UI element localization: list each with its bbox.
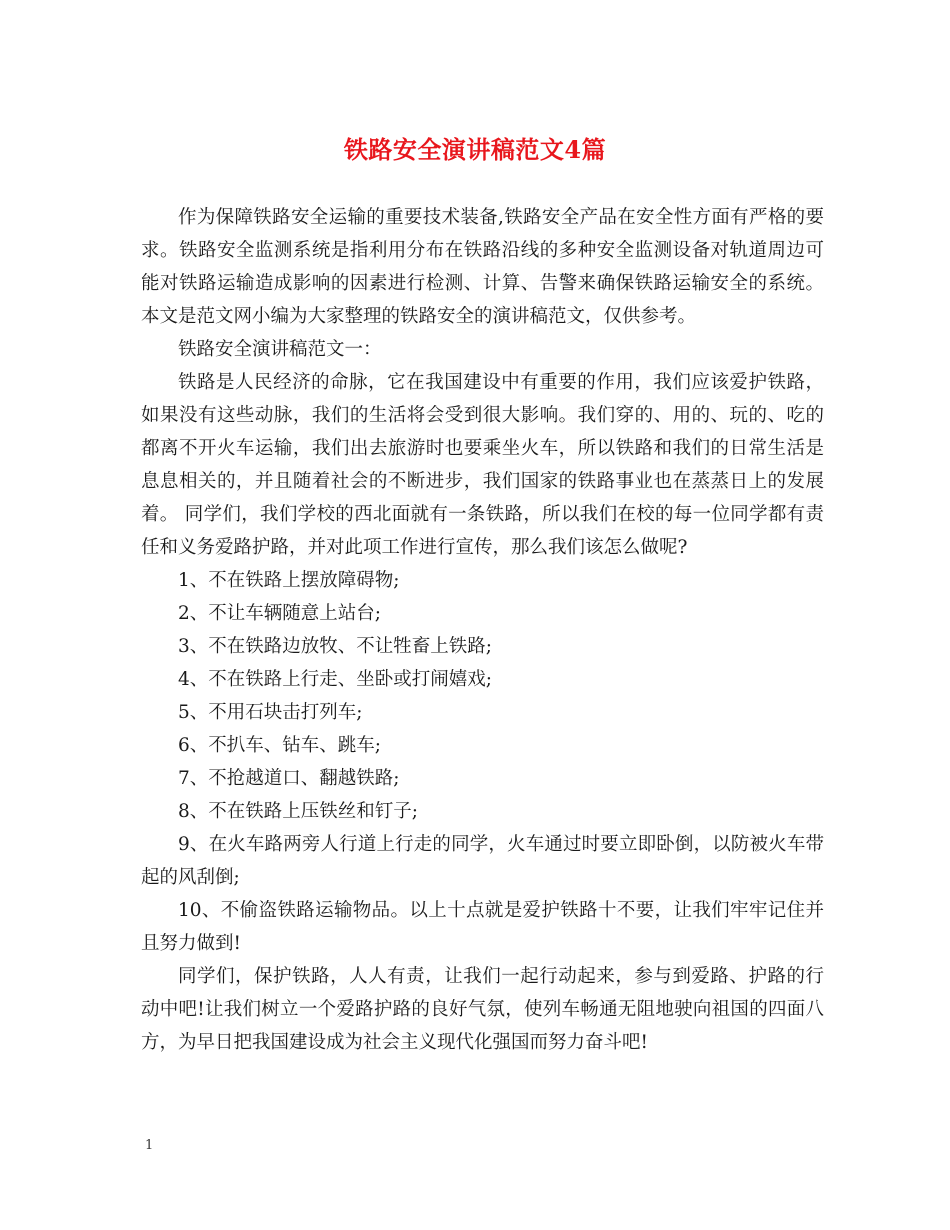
list-item: 2、不让车辆随意上站台; bbox=[178, 603, 382, 624]
list-item: 3、不在铁路边放牧、不让牲畜上铁路; bbox=[178, 636, 493, 657]
intro-paragraph: 作为保障铁路安全运输的重要技术装备,铁路安全产品在安全性方面有严格的要求。铁路安全监测系统是指利用分布在铁路沿线的多种安全监测设备对轨道周边可能对铁路运输造成影响的因素进行检测、计算、告警来确保铁路运输安全的系统。本文是范文网小编为大家整理的铁路安全的演讲稿范文，仅供参考。 bbox=[141, 207, 824, 327]
list-item: 5、不用石块击打列车; bbox=[178, 702, 363, 723]
list-item: 6、不扒车、钻车、跳车; bbox=[178, 735, 382, 756]
list-item: 7、不抢越道口、翻越铁路; bbox=[178, 768, 400, 789]
list-item: 9、在火车路两旁人行道上行走的同学，火车通过时要立即卧倒，以防被火车带起的风刮倒; bbox=[141, 834, 824, 888]
list-item: 8、不在铁路上压铁丝和钉子; bbox=[178, 801, 419, 822]
document-title: 铁路安全演讲稿范文4篇 bbox=[343, 135, 607, 164]
section-heading: 铁路安全演讲稿范文一： bbox=[178, 339, 382, 360]
list-item: 1、不在铁路上摆放障碍物; bbox=[178, 570, 400, 591]
body-paragraph: 铁路是人民经济的命脉，它在我国建设中有重要的作用，我们应该爱护铁路，如果没有这些动脉，我们的生活将会受到很大影响。我们穿的、用的、玩的、吃的都离不开火车运输，我们出去旅游时也要乘坐火车，所以铁路和我们的日常生活是息息相关的，并且随着社会的不断进步，我们国家的铁路事业也在蒸蒸日上的发展着。 同学们，我们学校的西北面就有一条铁路，所以我们在校的每一位同学都有责任和义务爱路护路，并对此项工作进行宣传，那么我们该怎么做呢? bbox=[141, 372, 824, 558]
document-body bbox=[141, 201, 824, 1059]
list-item: 4、不在铁路上行走、坐卧或打闹嬉戏; bbox=[178, 669, 493, 690]
page-number: 1 bbox=[145, 1138, 154, 1153]
list-item: 10、不偷盗铁路运输物品。以上十点就是爱护铁路十不要，让我们牢牢记住并且努力做到! bbox=[141, 900, 824, 954]
closing-paragraph: 同学们，保护铁路，人人有责，让我们一起行动起来，参与到爱路、护路的行动中吧!让我们树立一个爱路护路的良好气氛，使列车畅通无阻地驶向祖国的四面八方，为早日把我国建设成为社会主义现代化强国而努力奋斗吧! bbox=[141, 966, 824, 1053]
